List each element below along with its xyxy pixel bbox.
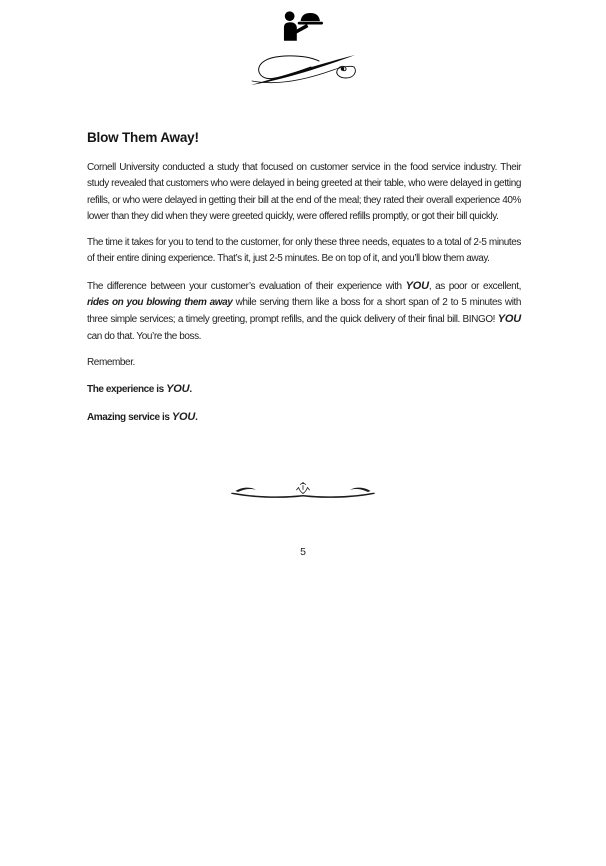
service-suffix: . <box>195 411 198 423</box>
paragraph-time: The time it takes for you to tend to the customer, for only these three needs, equates to a total of 2-5 minutes of their entire dining experience. That’s it, just 2-5 minutes. Be on top of it, and you’ll blow them away. <box>87 237 521 265</box>
page-title: Blow Them Away! <box>87 130 199 145</box>
experience-you: YOU <box>166 383 190 396</box>
page-number: 5 <box>300 546 306 558</box>
paragraph-difference <box>87 278 521 345</box>
content-block <box>87 130 521 436</box>
para3-seg1: The difference between your customer’s evaluation of their experience with <box>87 280 406 292</box>
para3-you-2: YOU <box>497 313 521 326</box>
experience-prefix: The experience is <box>87 384 167 396</box>
remember-line: Remember. <box>87 356 135 368</box>
waiter-icon <box>0 11 606 42</box>
para3-emphasis: rides on you blowing them away <box>87 297 233 309</box>
waiter-icon-graphic <box>283 11 323 42</box>
service-prefix: Amazing service is <box>87 411 172 423</box>
divider-ornament <box>0 480 606 502</box>
service-you: YOU <box>171 410 196 423</box>
flourish-graphic <box>248 53 358 90</box>
para3-seg5: while serving them like a boss for a short span of 2 to 5 minutes with three simple services; a timely greeting, prompt refills, and the quick delivery of their final bill. BINGO! <box>87 297 522 326</box>
divider-graphic <box>227 480 379 502</box>
flourish-ornament <box>0 53 606 90</box>
para3-seg7: can do that. You’re the boss. <box>87 330 202 342</box>
experience-line <box>87 381 521 398</box>
experience-suffix: . <box>189 384 192 396</box>
paragraph-study: Cornell University conducted a study that focused on customer service in the food service industry. Their study revealed that customers who were delayed in being greeted at their table, who were delayed in getting refills, or who were delayed in getting their bill at the end of the meal; they rated their overall experience 40% lower than they did when they were greeted quickly, were offered refills promptly, or got their bill quickly. <box>87 162 521 222</box>
para3-seg3: , as poor or excellent, <box>428 280 521 292</box>
service-line <box>87 409 521 426</box>
para3-you-1: YOU <box>405 279 429 292</box>
